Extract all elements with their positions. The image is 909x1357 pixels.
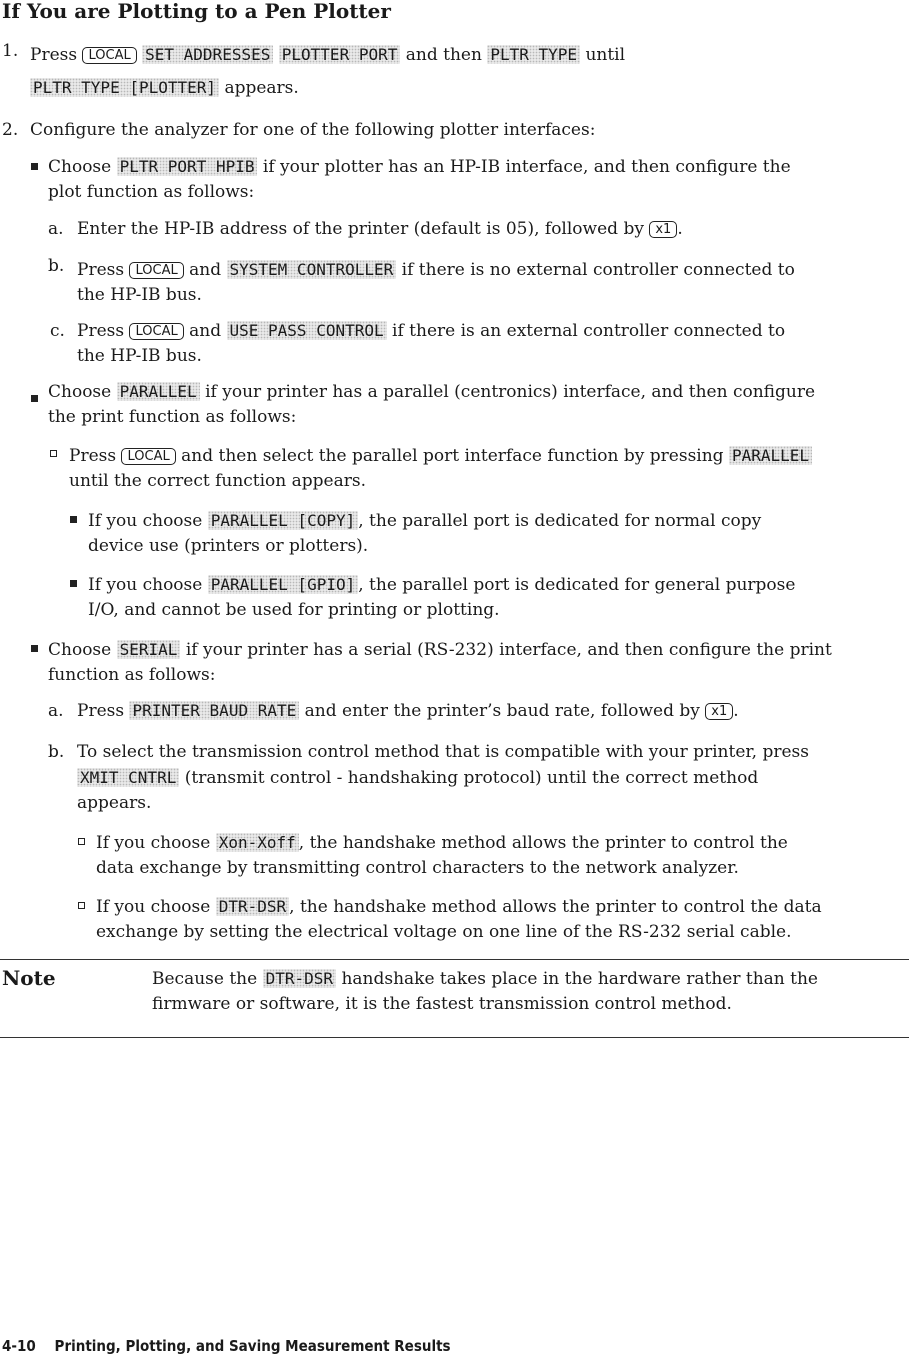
text-serial-a-rest: and enter the printer’s baud rate, followed by xyxy=(304,701,700,721)
note-line-1 xyxy=(152,968,818,990)
hpib-b-line-1 xyxy=(77,259,795,281)
softkey-plotter-port[interactable]: PLOTTER PORT xyxy=(279,45,401,64)
text-dtr-rest: , the handshake method allows the printer to control the data xyxy=(289,897,822,917)
bullet-square-icon xyxy=(70,580,77,587)
hpib-b-label: b. xyxy=(48,256,65,276)
local-key[interactable]: LOCAL xyxy=(129,323,183,340)
hpib-b-line-2: the HP-IB bus. xyxy=(77,285,202,305)
softkey-parallel-copy[interactable]: PARALLEL [COPY] xyxy=(208,511,359,530)
parallel-line-1 xyxy=(48,381,815,403)
parallel-select-line-1 xyxy=(69,445,812,467)
hpib-line-2: plot function as follows: xyxy=(48,182,255,202)
softkey-dtr-dsr[interactable]: DTR-DSR xyxy=(216,897,289,916)
parallel-line-2: the print function as follows: xyxy=(48,407,297,427)
text-serial-rest: if your printer has a serial (RS-232) interface, and then configure the print xyxy=(185,640,832,660)
local-key[interactable]: LOCAL xyxy=(121,448,175,465)
bullet-hollow-icon xyxy=(78,838,85,845)
parallel-copy-line-1 xyxy=(88,510,761,532)
text-period: . xyxy=(677,219,683,239)
x1-key[interactable]: x1 xyxy=(705,703,733,720)
text-press: Press xyxy=(77,260,125,280)
text-until: until xyxy=(585,45,626,65)
text-note-rest: handshake takes place in the hardware rather than the xyxy=(341,969,818,989)
text-choose: Choose xyxy=(48,382,112,402)
text-choose: Choose xyxy=(48,640,112,660)
serial-b-line-1: To select the transmission control method that is compatible with your printer, press xyxy=(77,742,809,762)
softkey-pltr-type[interactable]: PLTR TYPE xyxy=(487,45,580,64)
text-choose: Choose xyxy=(48,157,112,177)
parallel-gpio-line-1 xyxy=(88,574,795,596)
hpib-a-text xyxy=(77,218,683,240)
serial-line-1 xyxy=(48,639,832,661)
text-because-the: Because the xyxy=(152,969,258,989)
hpib-c-line-1 xyxy=(77,320,785,342)
local-key[interactable]: LOCAL xyxy=(129,262,183,279)
note-top-rule xyxy=(0,959,909,960)
softkey-printer-baud-rate[interactable]: PRINTER BAUD RATE xyxy=(129,701,299,720)
x1-key[interactable]: x1 xyxy=(649,221,677,238)
text-press: Press xyxy=(69,446,117,466)
bullet-hollow-icon xyxy=(78,902,85,909)
serial-b-line-2 xyxy=(77,767,758,789)
serial-b-label: b. xyxy=(48,742,65,762)
text-serial-b-rest: (transmit control - handshaking protocol) until the correct method xyxy=(184,768,759,788)
note-label: Note xyxy=(2,966,56,990)
text-parallel-rest: if your printer has a parallel (centronics) interface, and then configure xyxy=(205,382,816,402)
hpib-a-label: a. xyxy=(48,219,64,239)
serial-xon-line-2: data exchange by transmitting control characters to the network analyzer. xyxy=(96,858,739,878)
text-if-you-choose: If you choose xyxy=(96,897,211,917)
text-press: Press xyxy=(77,321,125,341)
softkey-pltr-port-hpib[interactable]: PLTR PORT HPIB xyxy=(117,157,258,176)
bullet-square-icon xyxy=(70,516,77,523)
softkey-xmit-cntrl[interactable]: XMIT CNTRL xyxy=(77,768,179,787)
text-appears: appears. xyxy=(224,78,299,98)
serial-dtr-line-1 xyxy=(96,896,822,918)
parallel-gpio-line-2: I/O, and cannot be used for printing or plotting. xyxy=(88,600,500,620)
serial-a-label: a. xyxy=(48,701,64,721)
bullet-square-icon xyxy=(31,163,38,170)
text-and: and xyxy=(189,321,222,341)
text-hpib-rest: if your plotter has an HP-IB interface, and then configure the xyxy=(262,157,791,177)
text-and: and xyxy=(189,260,222,280)
softkey-xon-xoff[interactable]: Xon-Xoff xyxy=(216,833,299,852)
bullet-square-icon xyxy=(31,645,38,652)
softkey-parallel[interactable]: PARALLEL xyxy=(117,382,200,401)
note-bottom-rule xyxy=(0,1037,909,1038)
text-and-then: and then xyxy=(405,45,482,65)
serial-line-2: function as follows: xyxy=(48,665,216,685)
text-period: . xyxy=(733,701,739,721)
hpib-c-line-2: the HP-IB bus. xyxy=(77,346,202,366)
text-xon-rest: , the handshake method allows the printer to control the xyxy=(298,833,788,853)
hpib-line-1 xyxy=(48,156,791,178)
serial-dtr-line-2: exchange by setting the electrical voltage on one line of the RS-232 serial cable. xyxy=(96,922,792,942)
softkey-pltr-type-plotter[interactable]: PLTR TYPE [PLOTTER] xyxy=(30,78,219,97)
softkey-serial[interactable]: SERIAL xyxy=(117,640,181,659)
serial-a-line xyxy=(77,700,739,722)
serial-xon-line-1 xyxy=(96,832,788,854)
text-parallel-select: and then select the parallel port interface function by pressing xyxy=(181,446,724,466)
text-if-you-choose: If you choose xyxy=(88,511,203,531)
hpib-c-label: c. xyxy=(50,321,65,341)
softkey-parallel-gpio[interactable]: PARALLEL [GPIO] xyxy=(208,575,359,594)
text-press: Press xyxy=(77,701,125,721)
local-key[interactable]: LOCAL xyxy=(82,47,136,64)
text-hpib-b-rest: if there is no external controller connected to xyxy=(401,260,795,280)
softkey-dtr-dsr[interactable]: DTR-DSR xyxy=(263,969,336,988)
step-1-line-1 xyxy=(30,44,625,66)
page-footer: 4-10 Printing, Plotting, and Saving Measurement Results xyxy=(2,1337,451,1355)
text-hpib-a: Enter the HP-IB address of the printer (default is 05), followed by xyxy=(77,219,644,239)
text-if-you-choose: If you choose xyxy=(88,575,203,595)
softkey-parallel[interactable]: PARALLEL xyxy=(729,446,812,465)
step-1-line-2 xyxy=(30,77,299,99)
text-gpio-rest: , the parallel port is dedicated for general purpose xyxy=(358,575,796,595)
bullet-hollow-icon xyxy=(50,450,57,457)
text-copy-rest: , the parallel port is dedicated for normal copy xyxy=(358,511,762,531)
text-hpib-c-rest: if there is an external controller connected to xyxy=(392,321,786,341)
note-line-2: firmware or software, it is the fastest transmission control method. xyxy=(152,994,732,1014)
step-2-number: 2. xyxy=(2,120,19,140)
section-heading: If You are Plotting to a Pen Plotter xyxy=(2,0,391,23)
bullet-square-icon xyxy=(31,395,38,402)
parallel-select-line-2: until the correct function appears. xyxy=(69,471,366,491)
softkey-use-pass-control[interactable]: USE PASS CONTROL xyxy=(227,321,387,340)
softkey-set-addresses[interactable]: SET ADDRESSES xyxy=(142,45,273,64)
serial-b-line-3: appears. xyxy=(77,793,152,813)
parallel-copy-line-2: device use (printers or plotters). xyxy=(88,536,369,556)
text-if-you-choose: If you choose xyxy=(96,833,211,853)
text-press: Press xyxy=(30,45,78,65)
step-1-number: 1. xyxy=(2,41,19,61)
softkey-system-controller[interactable]: SYSTEM CONTROLLER xyxy=(227,260,397,279)
step-2-text: Configure the analyzer for one of the following plotter interfaces: xyxy=(30,120,596,140)
